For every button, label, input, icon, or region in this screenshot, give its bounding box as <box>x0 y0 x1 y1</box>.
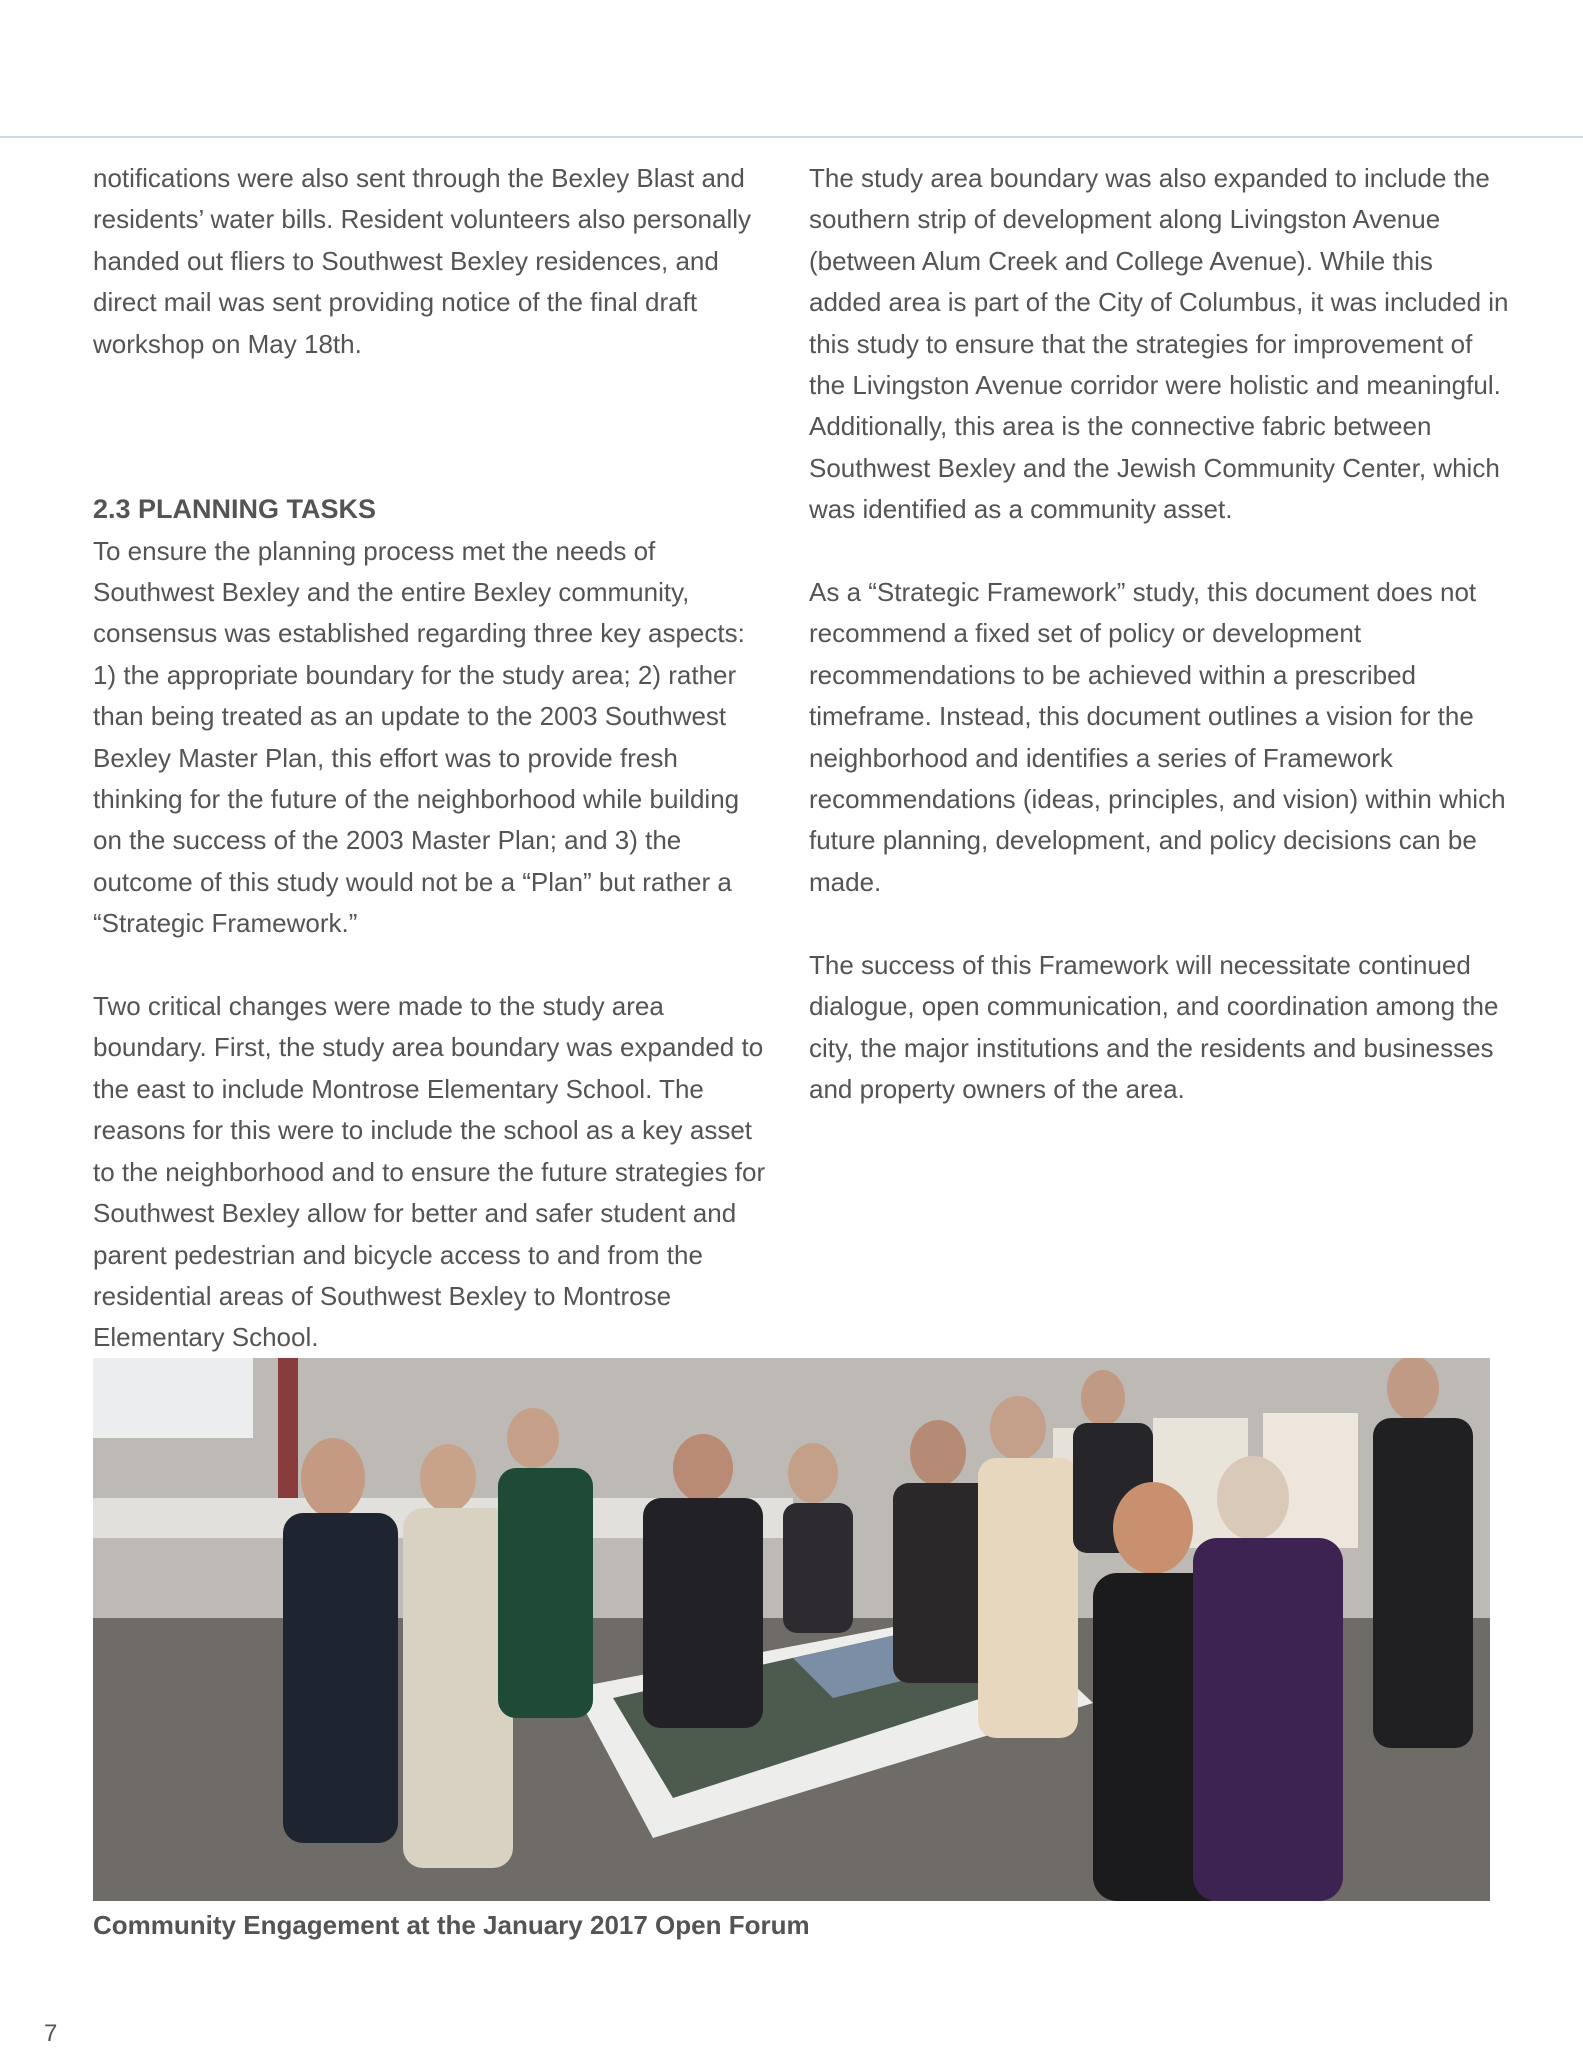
body-paragraph: To ensure the planning process met the needs of Southwest Bexley and the entire Bexley community, consensus was established regarding three key aspects: 1) the appropriate boundary for the study area; 2) rather than being treated as an update to the 2003 Southwest Bexley Master Plan, this effort was to provide fresh thinking for the future of the neighborhood while building on the success of the 2003 Master Plan; and 3) the outcome of this study would not be a “Plan” but rather a “Strategic Framework.” <box>93 535 745 939</box>
spacer <box>93 406 773 447</box>
right-column <box>809 158 1509 1110</box>
body-paragraph: notifications were also sent through the Bexley Blast and residents’ water bills. Resident volunteers also personally handed out fliers to Southwest Bexley residences, and direct mail was sent providing notice of the final draft workshop on May 18th. <box>93 163 752 359</box>
body-paragraph: The study area boundary was also expanded to include the southern strip of development along Livingston Avenue (between Alum Creek and College Avenue). While this added area is part of the City of Columbus, it was included in this study to ensure that the strategies for improvement of the Livingston Avenue corridor were holistic and meaningful. Additionally, this area is the connective fabric between Southwest Bexley and the Jewish Community Center, which was identified as a community asset. <box>809 163 1509 525</box>
header-rule <box>0 136 1583 138</box>
body-paragraph: As a “Strategic Framework” study, this document does not recommend a fixed set of policy or development recommendations to be achieved within a prescribed timeframe. Instead, this document outlines a vision for the neighborhood and identifies a series of Framework recommendations (ideas, principles, and vision) within which future planning, development, and policy decisions can be made. <box>809 577 1506 897</box>
left-column <box>93 158 773 1359</box>
community-forum-photo <box>93 1358 1490 1901</box>
body-paragraph: Two critical changes were made to the study area boundary. First, the study area boundary was expanded to the east to include Montrose Elementary School. The reasons for this were to include the school as a key asset to the neighborhood and to ensure the future strategies for Southwest Bexley allow for better and safer student and parent pedestrian and bicycle access to and from the residential areas of Southwest Bexley to Montrose Elementary School. <box>93 991 766 1353</box>
page-number: 7 <box>44 2020 58 2047</box>
figure-caption: Community Engagement at the January 2017 Open Forum <box>93 1910 810 1940</box>
section-heading: 2.3 PLANNING TASKS <box>93 494 377 525</box>
body-paragraph: The success of this Framework will necessitate continued dialogue, open communication, and coordination among the city, the major institutions and the residents and businesses and property owners of the area. <box>809 949 1499 1104</box>
